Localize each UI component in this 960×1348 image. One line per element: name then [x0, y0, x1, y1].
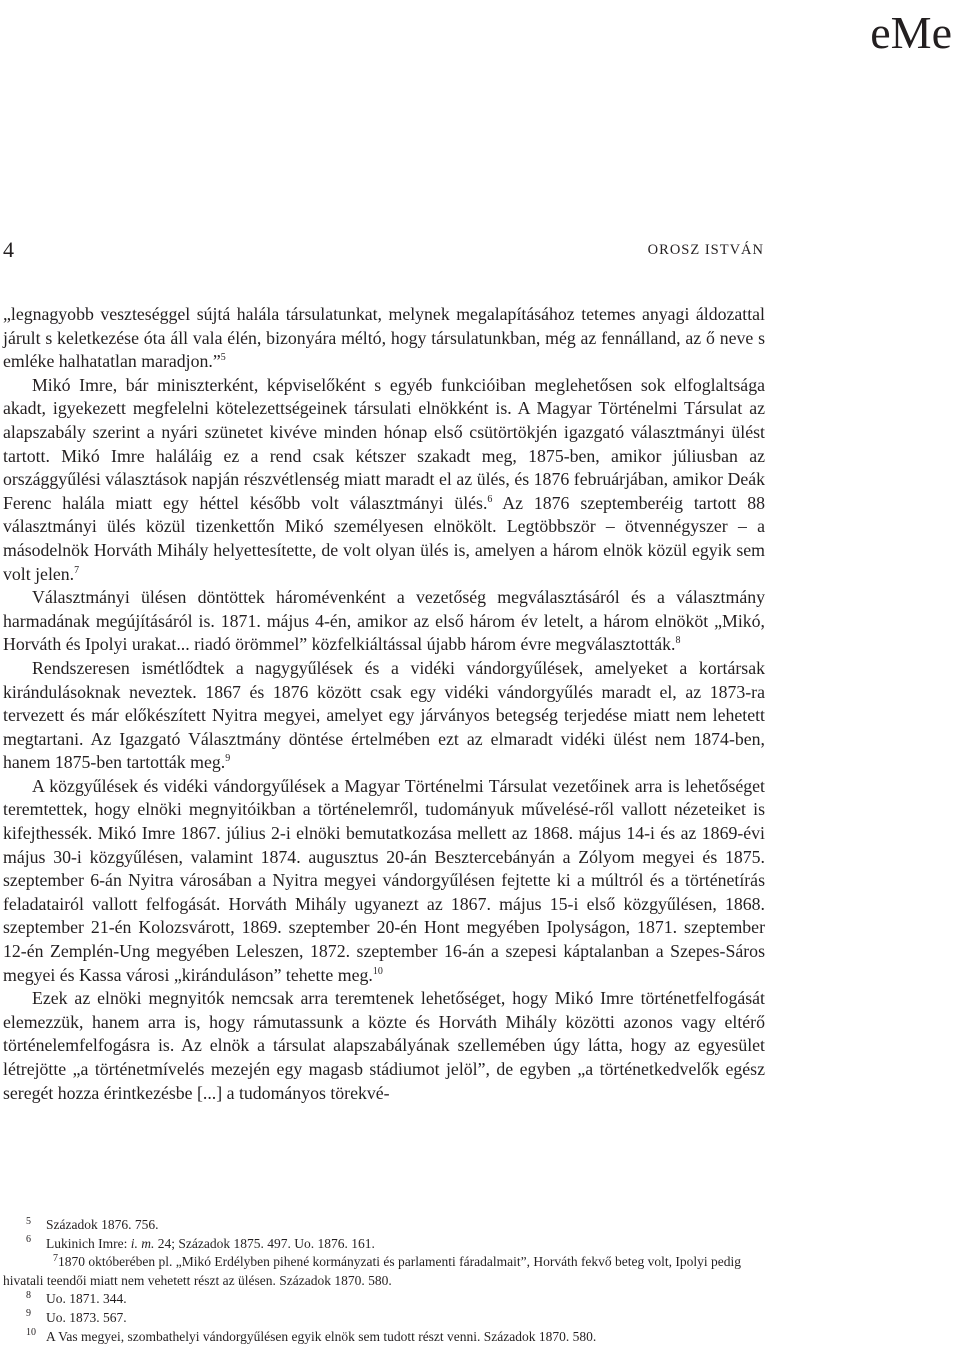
- paragraph-text: Az 1876 szeptemberéig tartott 88 választmányi ülés közül tizenkettőn Mikó személyesen elnökölt. Legtöbbször – ötvennégyszer – a másodelnök Horváth Mihály helyettesítette, de volt olyan ülés is, amelyen a három elnök közül egyik sem volt jelen.: [3, 492, 765, 584]
- footnote-ref[interactable]: 8: [675, 635, 681, 647]
- paragraph: [3, 657, 765, 775]
- publisher-logo: [870, 7, 952, 58]
- paragraph-text: Mikó Imre, bár miniszterként, képviselőként s egyéb funkcióiban meglehetősen sok elfoglaltsága akadt, igyekezett megfelelni kötelezettségeinek társulati elnökként is. A Magyar Történelmi Társulat az alapszabály szerint a nyári szünetet kivéve minden hónap első csütörtökjén igazgató választmányi ülést tartott. Mikó Imre haláláig ez a rend csak kétszer szakadt meg, 1875-ben, amikor júliusban az országgyűlési választások napján részvétlenség miatt maradt el az ülés, és 1876 februárjában, amikor Deák Ferenc halála miatt egy héttel később volt választmányi ülés.: [3, 374, 765, 513]
- paragraph-text: Választmányi ülésen döntöttek háromévenként a vezetőség megválasztásáról és a választmány harmadának megújításáról is. 1871. május 4-én, amikor az első három év letelt, a három elnököt „Mikó, Horváth és Ipolyi urakat... riadó örömmel” közfelkiáltással újabb három évre megválasztották.: [3, 587, 765, 655]
- footnote-text: A Vas megyei, szombathelyi vándorgyűlésen egyik elnök sem tudott részt venni. Századok 1870. 580.: [46, 1328, 597, 1344]
- paragraph-text: A közgyűlések és vidéki vándorgyűlések a Magyar Történelmi Társulat vezetőinek arra is lehetőséget teremtettek, hogy elnöki megnyitóikban a történelemről, tudományuk művelésé-ről vallott nézeteiket is kifejthessék. Mikó Imre 1867. július 2-i elnöki bemutatkozása mellett az 1868. május 14-i és az 1869-évi május 30-i közgyűlésen, valamint 1874. augusztus 20-án Besztercebányán a Zólyom megyei és 1875. szeptember 6-án Nyitra városában a Nyitra megyei vándorgyűlésen fejtette ki a múltról és a történetírás feladatairól vallott felfogását. Horváth Mihály ugyanezt az 1867. május 15-i első közgyűlésen, 1868. szeptember 21-én Kolozsvárott, 1869. szeptember 20-én Hont megyében Ipolyságon, 1871. szeptember 12-én Zemplén-Ung megyében Leleszen, 1872. szeptember 16-án a szepesi káptalanban a Szepes-Sáros megyei és Kassa városi „kiránduláson” tehette meg.: [3, 775, 765, 985]
- footnote-text: 1870 októberében pl. „Mikó Erdélyben pihené kormányzati és parlamenti fáradalmait”, Horváth fekvő beteg volt, Ipolyi pedig hivatali teendői miatt nem vehetett részt az ülésen. Századok 1870. 580.: [3, 1254, 742, 1288]
- footnote-text: Lukinich Imre:: [46, 1235, 131, 1251]
- footnotes: [3, 1216, 765, 1346]
- paragraph: [3, 775, 765, 987]
- footnote-ref[interactable]: 7: [74, 564, 80, 576]
- paragraph: [3, 987, 765, 1105]
- footnote-ref[interactable]: 5: [220, 352, 226, 364]
- footnote-text: Uo. 1871. 344.: [46, 1291, 127, 1307]
- footnote-text: Századok 1876. 756.: [46, 1217, 159, 1232]
- footnote-text: 24; Századok 1875. 497. Uo. 1876. 161.: [154, 1235, 375, 1251]
- footnote-text: Uo. 1873. 567.: [46, 1309, 127, 1325]
- body-text: [3, 303, 765, 1105]
- footnote: $^8$ Uo. 1871. 344.: [26, 1289, 127, 1307]
- footnote: $^7$1870 októberében pl. „Mikó Erdélyben pihené kormányzati és parlamenti fáradalmait”, Horváth fekvő beteg volt, Ipolyi pedig hivatali teendői miatt nem vehetett részt az ülésen. Századok 1870. 580.: [3, 1252, 742, 1288]
- paragraph: [3, 586, 765, 657]
- footnote-italic: i. m.: [130, 1235, 155, 1251]
- footnote: $^9$ Uo. 1873. 567.: [26, 1308, 127, 1325]
- paragraph-text: „legnagyobb veszteséggel sújtá halála társulatunkat, melynek megalapításához tetemes anyagi áldozattal járult s keletkezése óta áll vala élén, bizonyára méltó, hogy társulatunkban, még az fennálland, az ő neve s emléke halhatatlan maradjon.”: [3, 304, 765, 372]
- footnote-ref[interactable]: 10: [372, 965, 383, 977]
- paragraph-text: Rendszeresen ismétlődtek a nagygyűlések és a vidéki vándorgyűlések, amelyeket a kortársak kirándulásoknak neveztek. 1867 és 1876 között csak egy vidéki vándorgyűlés maradt el, az 1873-ra tervezett és már előkészített Nyitra megyei, amelyet egy járványos betegség terjedése miatt nem lehetett megtartani. Az Igazgató Választmány döntése értelmében ezt az elmaradt vidéki ülést nem 1874-ben, hanem 1875-ben tartották meg.: [3, 657, 765, 773]
- footnote: $^{10}$ A Vas megyei, szombathelyi vándorgyűlésen egyik elnök sem tudott részt venni. Századok 1870. 580.: [26, 1327, 597, 1344]
- logo-text: eMe: [870, 7, 952, 58]
- footnote-ref[interactable]: 9: [225, 753, 231, 765]
- footnote-ref[interactable]: 6: [487, 493, 493, 505]
- paragraph-text: Ezek az elnöki megnyitók nemcsak arra teremtenek lehetőséget, hogy Mikó Imre történetfelfogását elemezzük, hanem arra is, hogy rámutassunk a közte és Horváth Mihály közötti azonos vagy eltérő történelemfelfogásra is. Az elnök a társulat alapszabályának szellemében úgy látta, hogy az egyesület létrejötte „a történetmívelés mezején egy magasb stádiumot jelöl”, de egyben „a történetkedvelők egész seregét hozza érintkezésbe [...] a tudományos törekvé-: [3, 988, 765, 1103]
- running-title: OROSZ ISTVÁN: [647, 242, 764, 258]
- page-number: 4: [3, 237, 14, 262]
- paragraph: [3, 374, 765, 586]
- paragraph: [3, 303, 765, 374]
- footnote: $^6$ Lukinich Imre: i. m. 24; Századok 1875. 497. Uo. 1876. 161.: [26, 1234, 375, 1251]
- footnote: $^5$ Századok 1876. 756.: [26, 1215, 159, 1232]
